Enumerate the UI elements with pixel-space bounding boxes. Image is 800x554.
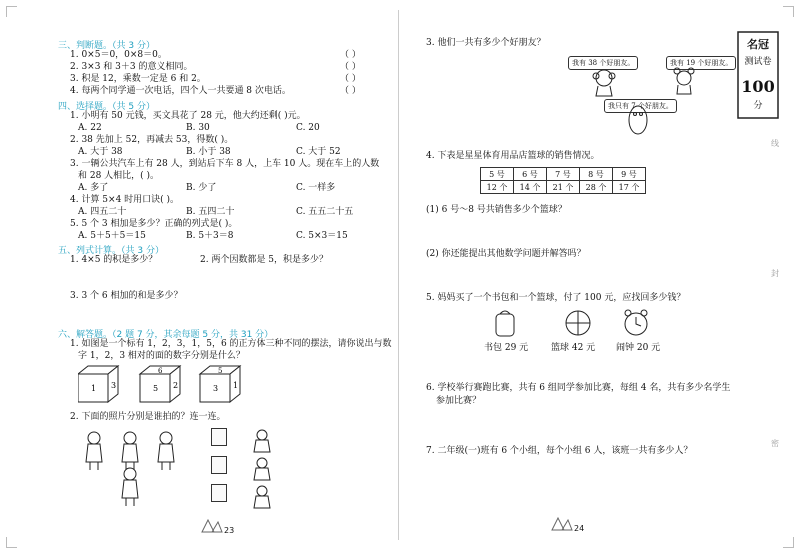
table-header-cell: 5 号: [481, 168, 514, 181]
judge-item: 4. 每两个同学通一次电话，四个人一共要通 8 次电话。: [70, 86, 291, 96]
crop-mark: [783, 537, 794, 548]
page-number: 23: [224, 526, 235, 535]
table-cell: 12 个: [481, 181, 514, 194]
children-figures: [84, 428, 214, 508]
speech-bubble: 我有 38 个好朋友。: [568, 56, 638, 70]
question-6: 6. 学校举行赛跑比赛，共有 6 组同学参加比赛，每组 4 名，共有多少名学生: [426, 383, 731, 393]
choice-question: 5. 5 个 3 相加是多少？正确的列式是( )。: [70, 219, 238, 229]
choice-question: 2. 38 先加上 52，再减去 53，得数( )。: [70, 135, 234, 145]
section-choice-title: 四、选择题。（共 5 分）: [58, 102, 155, 112]
table-row: [481, 168, 646, 181]
item-price: 篮球 42 元: [551, 343, 596, 353]
cube-3-front: 3: [213, 384, 219, 393]
calc-question: 1. 4×5 的积是多少？: [70, 255, 158, 265]
answer-paren[interactable]: （ ）: [340, 50, 361, 60]
answer-paren[interactable]: （ ）: [340, 74, 361, 84]
choice-option[interactable]: B. 少了: [186, 183, 217, 193]
table-header-cell: 6 号: [514, 168, 547, 181]
cube-2-front: 5: [153, 384, 159, 393]
answer-paren[interactable]: （ ）: [340, 62, 361, 72]
photographer-figure: [254, 458, 270, 480]
photo-frame: [211, 428, 227, 446]
item-price: 闹钟 20 元: [616, 343, 661, 353]
crop-mark: [6, 6, 17, 17]
choice-option[interactable]: A. 大于 38: [78, 147, 123, 157]
cube-figures: [78, 364, 368, 404]
table-header-cell: 9 号: [613, 168, 646, 181]
item-images: [494, 308, 664, 340]
section-solve-title: 六、解答题。（2 题 7 分，其余每题 5 分，共 31 分）: [58, 330, 274, 340]
question-4: 4. 下表是星星体育用品店篮球的销售情况。: [426, 151, 600, 161]
backpack-icon: [496, 311, 514, 336]
speech-bubble: 我只有 7 个好朋友。: [604, 99, 677, 113]
choice-option[interactable]: B. 五四二十: [186, 207, 235, 217]
cube-3: [200, 366, 240, 402]
logo-text-b: 测试卷: [744, 57, 772, 67]
choice-option[interactable]: A. 多了: [78, 183, 109, 193]
choice-option[interactable]: B. 小于 38: [186, 147, 231, 157]
binding-label: 密: [771, 439, 779, 448]
logo-text-c: 100: [741, 77, 775, 96]
speech-bubble: 我有 19 个好朋友。: [666, 56, 736, 70]
table-cell: 17 个: [613, 181, 646, 194]
alarm-clock-icon: [625, 310, 647, 335]
choice-question: 4. 计算 5×4 时用口诀( )。: [70, 195, 180, 205]
question-7: 7. 二年级(一)班有 6 个小组，每个小组 6 人，该班一共有多少人？: [426, 446, 693, 456]
sales-table: [480, 167, 646, 194]
cube-1-side: 3: [111, 381, 117, 390]
child-figure: [122, 432, 138, 470]
question-5: 5. 妈妈买了一个书包和一个篮球，付了 100 元，应找回多少钱？: [426, 293, 686, 303]
question-4-2: (2) 你还能提出其他数学问题并解答吗？: [426, 249, 586, 259]
mouse-icon: [674, 68, 694, 94]
page-decoration-icon: [200, 518, 224, 534]
choice-option[interactable]: C. 大于 52: [296, 147, 341, 157]
logo-text-d: 分: [753, 101, 763, 111]
photographer-figure: [254, 430, 270, 452]
photographer-figure: [254, 486, 270, 508]
item-price: 书包 29 元: [484, 343, 529, 353]
choice-option[interactable]: A. 22: [78, 123, 102, 133]
choice-option[interactable]: B. 5＋3＝8: [186, 231, 234, 241]
choice-question: 1. 小明有 50 元钱，买文具花了 28 元，他大约还剩( )元。: [70, 111, 306, 121]
binding-label: 线: [771, 139, 779, 148]
judge-item: 2. 3×3 和 3＋3 的意义相同。: [70, 62, 193, 72]
binding-label: 封: [771, 269, 779, 278]
table-cell: 14 个: [514, 181, 547, 194]
choice-question: 3. 一辆公共汽车上有 28 人，到站后下车 8 人，上车 10 人。现在车上的人数: [70, 159, 380, 169]
cube-3-top: 5: [218, 367, 223, 375]
photographer-figures: [250, 428, 280, 512]
cube-1: [78, 366, 118, 402]
animal-figures: [592, 66, 702, 138]
cube-2: [140, 366, 180, 402]
page-number: 24: [574, 524, 585, 533]
choice-option[interactable]: C. 20: [296, 123, 320, 133]
section-judge-title: 三、判断题。（共 3 分）: [58, 41, 155, 51]
logo-text-a: 名冠: [747, 38, 769, 51]
judge-item: 1. 0×5＝0，0×8＝0。: [70, 50, 167, 60]
photo-frame: [211, 484, 227, 502]
calc-question: 2. 两个因数都是 5，积是多少？: [200, 255, 329, 265]
basketball-icon: [566, 311, 590, 335]
child-figure: [122, 468, 138, 506]
question-4-1: (1) 6 号～8 号共销售多少个篮球？: [426, 205, 567, 215]
choice-option[interactable]: A. 5＋5＋5＝15: [78, 231, 146, 241]
question-3: 3. 他们一共有多少个好朋友？: [426, 38, 546, 48]
crop-mark: [6, 537, 17, 548]
cube-2-side: 2: [173, 381, 179, 390]
solve-question: 2. 下面的照片分别是谁拍的？连一连。: [70, 412, 226, 422]
table-header-cell: 8 号: [580, 168, 613, 181]
cube-3-side: 1: [233, 381, 239, 390]
cube-1-front: 1: [91, 384, 97, 393]
child-figure: [158, 432, 174, 470]
answer-paren[interactable]: （ ）: [340, 86, 361, 96]
page-decoration-icon: [550, 516, 574, 532]
judge-item: 3. 积是 12，乘数一定是 6 和 2。: [70, 74, 206, 84]
monkey-icon: [593, 70, 615, 96]
choice-option[interactable]: C. 五五二十五: [296, 207, 354, 217]
table-row: [481, 181, 646, 194]
page-divider: [398, 10, 399, 540]
calc-question: 3. 3 个 6 相加的和是多少？: [70, 291, 183, 301]
cube-2-top: 6: [158, 367, 163, 375]
solve-question: 1. 如图是一个标有 1，2，3，1，5，6 的正方体三种不同的摆法，请你说出与数: [70, 339, 392, 349]
penguin-icon: [629, 106, 647, 134]
question-6-cont: 参加比赛？: [436, 396, 482, 406]
solve-question-cont: 字 1，2，3 相对的面的数字分别是什么？: [78, 351, 245, 361]
choice-option[interactable]: C. 5×3＝15: [296, 231, 348, 241]
section-calc-title: 五、列式计算。（共 3 分）: [58, 246, 164, 256]
choice-option[interactable]: A. 四五二十: [78, 207, 127, 217]
table-header-cell: 7 号: [547, 168, 580, 181]
table-cell: 28 个: [580, 181, 613, 194]
brand-logo: [736, 30, 780, 120]
table-cell: 21 个: [547, 181, 580, 194]
choice-question-cont: 和 28 人相比，( )。: [78, 171, 160, 181]
child-figure: [86, 432, 102, 470]
photo-frame: [211, 456, 227, 474]
choice-option[interactable]: C. 一样多: [296, 183, 336, 193]
crop-mark: [783, 6, 794, 17]
choice-option[interactable]: B. 30: [186, 123, 210, 133]
